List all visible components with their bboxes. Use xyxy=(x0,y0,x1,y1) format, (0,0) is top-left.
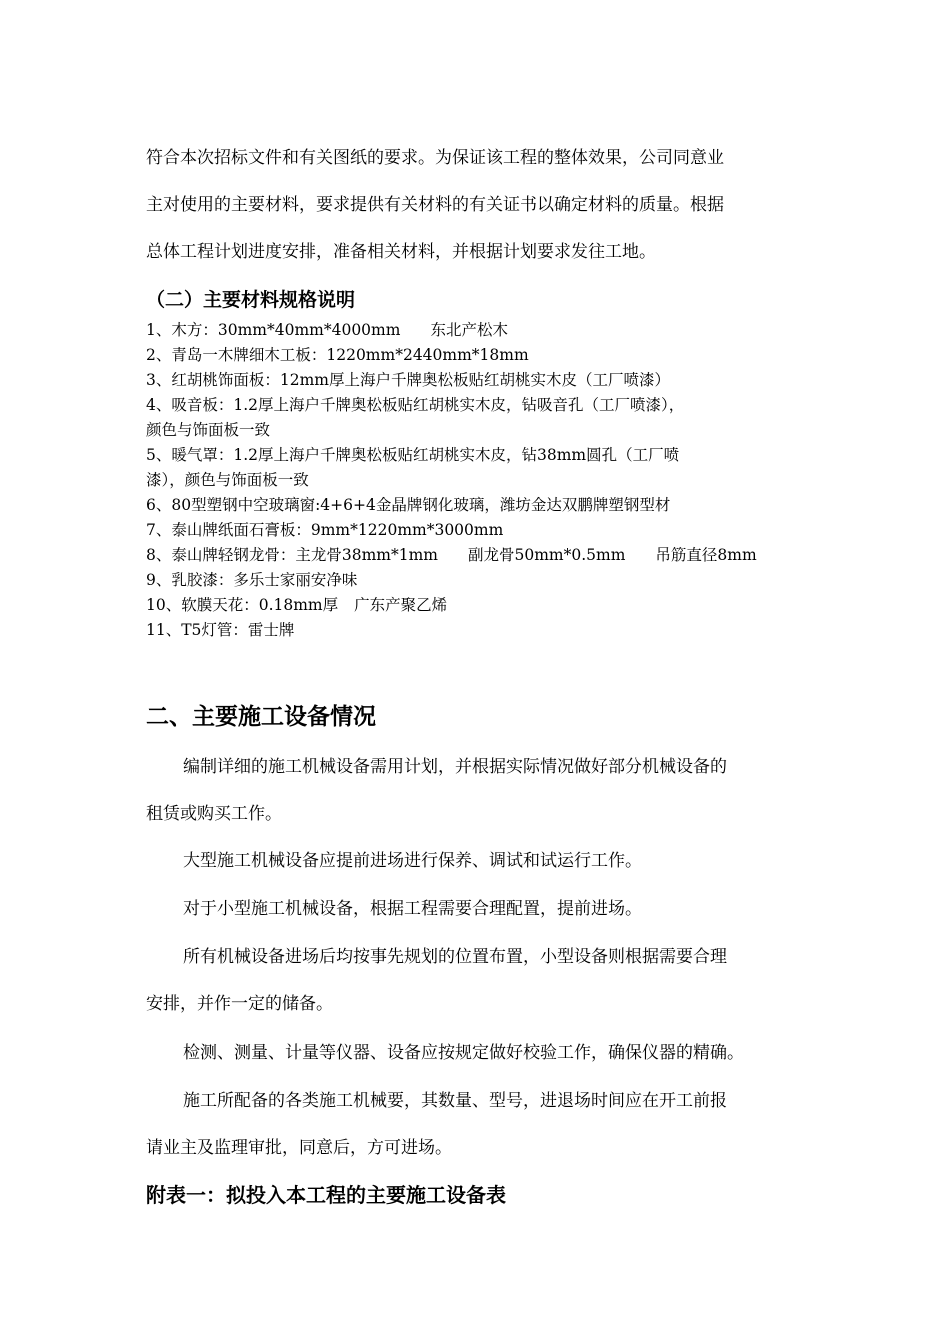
appendix-title: 附表一：拟投入本工程的主要施工设备表 xyxy=(146,1183,506,1207)
equipment-p1-line-2: 租赁或购买工作。 xyxy=(146,804,282,824)
material-item-5-continuation: 漆），颜色与饰面板一致 xyxy=(146,471,309,489)
material-item-1 xyxy=(146,320,508,340)
equipment-p4-line-2: 安排，并作一定的储备。 xyxy=(146,994,333,1014)
material-item-3 xyxy=(146,370,670,390)
material-item-9-spec: 9、乳胶漆：多乐士家丽安净味 xyxy=(146,571,358,589)
material-item-7-spec: 7、泰山牌纸面石膏板：9mm*1220mm*3000mm xyxy=(146,521,504,539)
material-item-8-hanger: 吊筋直径8mm xyxy=(655,546,757,564)
equipment-p5: 检测、测量、计量等仪器、设备应按规定做好校验工作，确保仪器的精确。 xyxy=(183,1043,744,1063)
intro-line-3: 总体工程计划进度安排，准备相关材料，并根据计划要求发往工地。 xyxy=(146,242,656,262)
material-item-1-origin: 东北产松木 xyxy=(430,321,508,339)
material-item-8-secondary: 副龙骨50mm*0.5mm xyxy=(468,546,626,564)
material-item-4-cont xyxy=(146,420,270,440)
material-item-9 xyxy=(146,570,357,590)
material-item-6-spec: 6、80型塑钢中空玻璃窗:4+6+4金晶牌钢化玻璃，潍坊金达双鹏牌塑钢型材 xyxy=(146,496,671,514)
material-item-11 xyxy=(146,620,294,640)
material-item-10-origin: 广东产聚乙烯 xyxy=(354,596,448,614)
equipment-title: 二、主要施工设备情况 xyxy=(146,703,376,730)
material-item-5-cont xyxy=(146,470,309,490)
materials-title: （二）主要材料规格说明 xyxy=(146,289,356,311)
material-item-5-spec: 5、暖气罩：1.2厚上海户千牌奥松板贴红胡桃实木皮，钻38mm圆孔（工厂喷 xyxy=(146,446,680,464)
material-item-4 xyxy=(146,395,684,415)
material-item-10-spec: 10、软膜天花：0.18mm厚 xyxy=(146,596,339,614)
material-item-3-spec: 3、红胡桃饰面板：12mm厚上海户千牌奥松板贴红胡桃实木皮（工厂喷漆） xyxy=(146,371,670,389)
material-item-8 xyxy=(146,545,757,565)
equipment-p6-line-1: 施工所配备的各类施工机械要，其数量、型号，进退场时间应在开工前报 xyxy=(183,1091,727,1111)
material-item-4-continuation: 颜色与饰面板一致 xyxy=(146,421,271,439)
material-item-2-spec: 2、青岛一木牌细木工板：1220mm*2440mm*18mm xyxy=(146,346,529,364)
material-item-2 xyxy=(146,345,529,365)
equipment-p3: 对于小型施工机械设备，根据工程需要合理配置，提前进场。 xyxy=(183,899,642,919)
material-item-5 xyxy=(146,445,679,465)
equipment-p4-line-1: 所有机械设备进场后均按事先规划的位置布置，小型设备则根据需要合理 xyxy=(183,947,727,967)
material-item-6 xyxy=(146,495,670,515)
equipment-p2: 大型施工机械设备应提前进场进行保养、调试和试运行工作。 xyxy=(183,851,642,871)
intro-line-2: 主对使用的主要材料，要求提供有关材料的有关证书以确定材料的质量。根据 xyxy=(146,195,724,215)
material-item-11-spec: 11、T5灯管：雷士牌 xyxy=(146,621,295,639)
equipment-p1-line-1: 编制详细的施工机械设备需用计划，并根据实际情况做好部分机械设备的 xyxy=(183,757,727,777)
intro-line-1: 符合本次招标文件和有关图纸的要求。为保证该工程的整体效果，公司同意业 xyxy=(146,148,724,168)
equipment-p6-line-2: 请业主及监理审批，同意后，方可进场。 xyxy=(146,1138,452,1158)
material-item-10 xyxy=(146,595,447,615)
material-item-1-spec: 1、木方：30mm*40mm*4000mm xyxy=(146,321,401,339)
material-item-8-main: 8、泰山牌轻钢龙骨：主龙骨38mm*1mm xyxy=(146,546,438,564)
material-item-7 xyxy=(146,520,503,540)
material-item-4-spec: 4、吸音板：1.2厚上海户千牌奥松板贴红胡桃实木皮，钻吸音孔（工厂喷漆）， xyxy=(146,396,685,414)
